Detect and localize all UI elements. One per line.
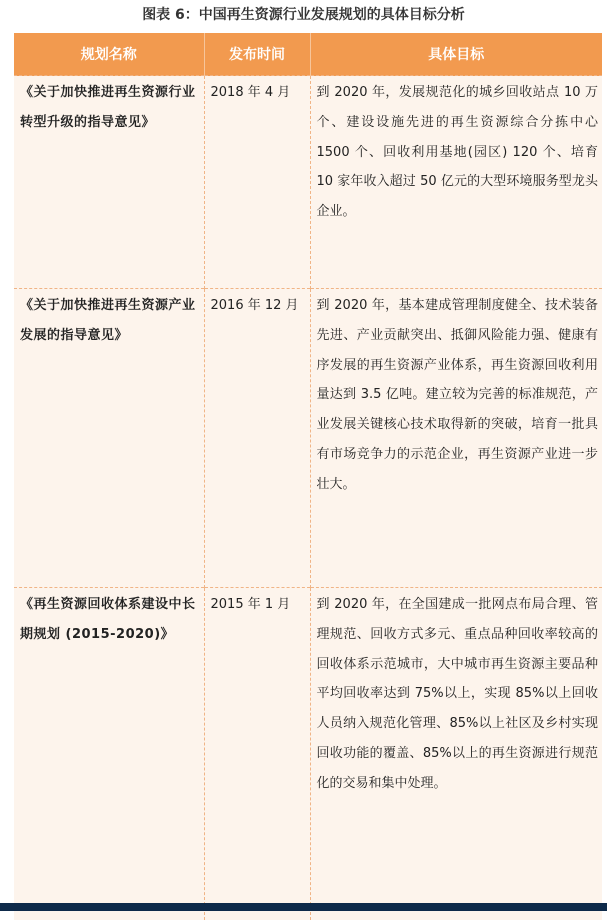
header-plan-name: 规划名称 [14, 33, 204, 76]
header-row [14, 33, 602, 76]
header-release-date: 发布时间 [204, 33, 310, 76]
plan-table [14, 33, 602, 920]
table-caption: 图表 6：中国再生资源行业发展规划的具体目标分析 [0, 0, 607, 32]
goal-cell: 到 2020 年，发展规范化的城乡回收站点 10 万个、建设设施先进的再生资源综合分拣中心 1500 个、回收利用基地(园区) 120 个、培育 10 家年收入超过 50 亿元的大型环境服务型龙头企业。 [310, 76, 602, 289]
goal-cell: 到 2020 年，在全国建成一批网点布局合理、管理规范、回收方式多元、重点品种回收率较高的回收体系示范城市，大中城市再生资源主要品种平均回收率达到 75%以上，实现 85%以上回收人员纳入规范化管理、85%以上社区及乡村实现回收功能的覆盖、85%以上的再生资源进行规范化的交易和集中处理。 [310, 588, 602, 920]
goal-cell: 到 2020 年，基本建成管理制度健全、技术装备先进、产业贡献突出、抵御风险能力强、健康有序发展的再生资源产业体系，再生资源回收利用量达到 3.5 亿吨。建立较为完善的标准规范，产业发展关键核心技术取得新的突破，培育一批具有市场竞争力的示范企业，再生资源产业进一步壮大。 [310, 289, 602, 588]
table-row [14, 289, 602, 588]
release-date-cell: 2018 年 4 月 [204, 76, 310, 289]
plan-name-cell: 《关于加快推进再生资源行业转型升级的指导意见》 [14, 76, 204, 289]
plan-name-cell: 《再生资源回收体系建设中长期规划 (2015-2020)》 [14, 588, 204, 920]
release-date-cell: 2015 年 1 月 [204, 588, 310, 920]
plan-name-cell: 《关于加快推进再生资源产业发展的指导意见》 [14, 289, 204, 588]
table-row [14, 76, 602, 289]
release-date-cell: 2016 年 12 月 [204, 289, 310, 588]
header-goals: 具体目标 [310, 33, 602, 76]
table-row [14, 588, 602, 920]
window-bottom-bar [0, 903, 607, 911]
